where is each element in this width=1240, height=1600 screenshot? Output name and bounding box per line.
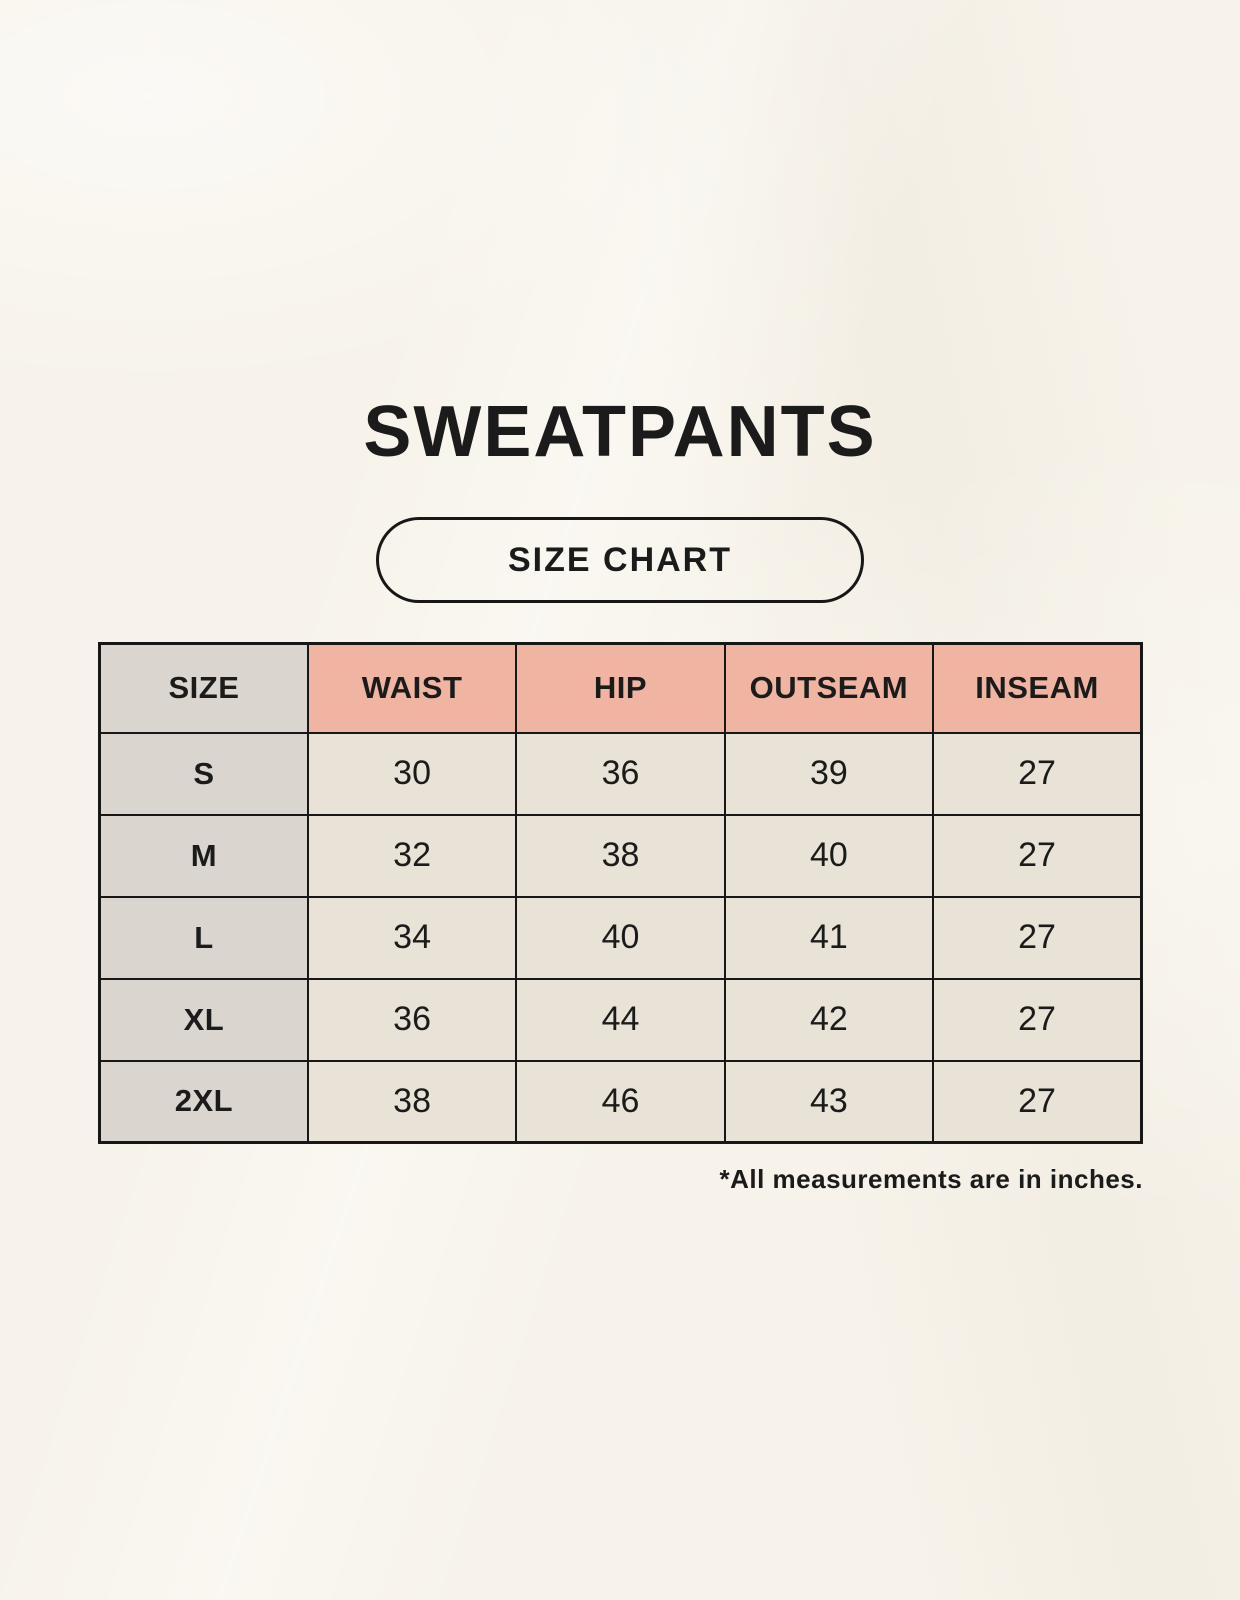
- row-label: S: [100, 733, 308, 815]
- row-label: M: [100, 815, 308, 897]
- table-row-l: [100, 897, 1142, 979]
- measurement-cell: 44: [516, 979, 724, 1061]
- measurement-cell: 41: [725, 897, 933, 979]
- measurement-cell: 27: [933, 897, 1141, 979]
- measurement-cell: 39: [725, 733, 933, 815]
- measurement-cell: 40: [516, 897, 724, 979]
- page-title: SWEATPANTS: [363, 392, 877, 472]
- table-header: [100, 644, 1142, 733]
- column-header-outseam: OUTSEAM: [725, 644, 933, 733]
- table-header-row: [100, 644, 1142, 733]
- measurement-cell: 36: [308, 979, 516, 1061]
- row-label: XL: [100, 979, 308, 1061]
- measurement-cell: 38: [308, 1061, 516, 1143]
- size-chart-badge[interactable]: [376, 517, 864, 603]
- table-row-m: [100, 815, 1142, 897]
- size-chart-badge-label: SIZE CHART: [508, 540, 732, 579]
- table-body: [100, 733, 1142, 1143]
- table-row-2xl: [100, 1061, 1142, 1143]
- measurement-cell: 43: [725, 1061, 933, 1143]
- measurement-cell: 30: [308, 733, 516, 815]
- measurement-cell: 34: [308, 897, 516, 979]
- measurement-cell: 42: [725, 979, 933, 1061]
- measurement-cell: 27: [933, 733, 1141, 815]
- measurement-cell: 40: [725, 815, 933, 897]
- size-chart-table: [98, 642, 1143, 1144]
- measurement-cell: 27: [933, 1061, 1141, 1143]
- column-header-waist: WAIST: [308, 644, 516, 733]
- measurement-cell: 46: [516, 1061, 724, 1143]
- measurement-cell: 36: [516, 733, 724, 815]
- column-header-size: SIZE: [100, 644, 308, 733]
- column-header-inseam: INSEAM: [933, 644, 1141, 733]
- measurement-cell: 27: [933, 815, 1141, 897]
- table-row-s: [100, 733, 1142, 815]
- row-label: 2XL: [100, 1061, 308, 1143]
- row-label: L: [100, 897, 308, 979]
- measurement-cell: 32: [308, 815, 516, 897]
- measurement-cell: 27: [933, 979, 1141, 1061]
- measurements-footnote: *All measurements are in inches.: [719, 1164, 1143, 1194]
- table-row-xl: [100, 979, 1142, 1061]
- column-header-hip: HIP: [516, 644, 724, 733]
- measurement-cell: 38: [516, 815, 724, 897]
